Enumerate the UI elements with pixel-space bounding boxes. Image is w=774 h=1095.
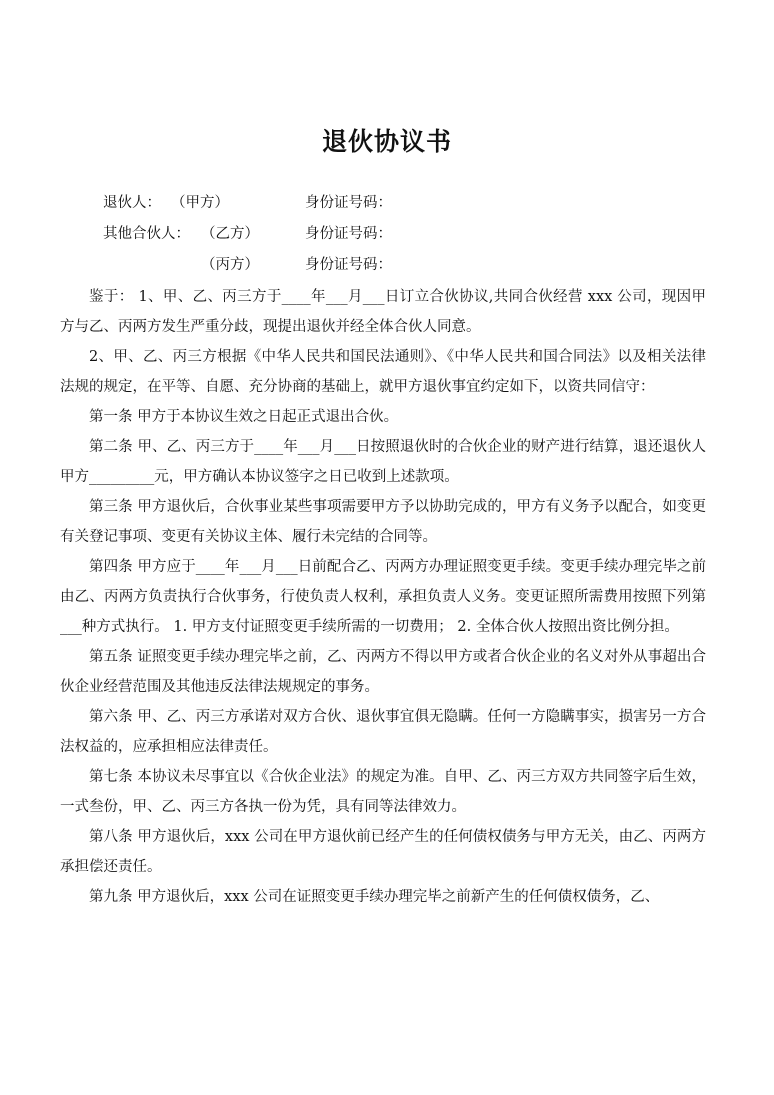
paragraph-recital-1: 鉴于： 1、甲、乙、丙三方于____年___月___日订立合伙协议,共同合伙经营 xxx 公司，现因甲方与乙、丙两方发生严重分歧，现提出退伙并经全体合伙人同意。 bbox=[60, 289, 706, 335]
article-3: 第三条 甲方退伙后，合伙事业某些事项需要甲方予以协助完成的，甲方有义务予以配合，如变更有关登记事项、变更有关协议主体、履行未完结的合同等。 bbox=[60, 499, 706, 545]
article-4: 第四条 甲方应于____年___月___日前配合乙、丙两方办理证照变更手续。变更手续办理完毕之前由乙、丙两方负责执行合伙事务，行使负责人权利，承担负责人义务。变更证照所需费用按照下列第___种方式执行。 1. 甲方支付证照变更手续所需的一切费用； 2. 全体合伙人按照出资比例分担。 bbox=[60, 559, 706, 635]
article-6: 第六条 甲、乙、丙三方承诺对双方合伙、退伙事宜俱无隐瞒。任何一方隐瞒事实，损害另一方合法权益的，应承担相应法律责任。 bbox=[60, 709, 706, 755]
article-5: 第五条 证照变更手续办理完毕之前，乙、丙两方不得以甲方或者合伙企业的名义对外从事超出合伙企业经营范围及其他违反法律法规规定的事务。 bbox=[60, 649, 706, 695]
paragraph-recital-2: 2、甲、乙、丙三方根据《中华人民共和国民法通则》、《中华人民共和国合同法》以及相关法律法规的规定，在平等、自愿、充分协商的基础上，就甲方退伙事宜约定如下，以资共同信守： bbox=[60, 349, 706, 395]
id-number-label: 身份证号码： bbox=[305, 195, 392, 211]
article-7: 第七条 本协议未尽事宜以《合伙企业法》的规定为准。自甲、乙、丙三方双方共同签字后生效，一式叁份，甲、乙、丙三方各执一份为凭，具有同等法律效力。 bbox=[60, 769, 706, 815]
id-number-label: 身份证号码： bbox=[305, 226, 392, 242]
article-2: 第二条 甲、乙、丙三方于____年___月___日按照退伙时的合伙企业的财产进行结算，退还退伙人甲方_________元，甲方确认本协议签字之日已收到上述款项。 bbox=[60, 439, 706, 485]
party-role-label: 其他合伙人： bbox=[103, 226, 190, 242]
document-title: 退伙协议书 bbox=[321, 127, 452, 156]
party-role-label: 退伙人： bbox=[103, 195, 161, 211]
party-name: （乙方） bbox=[201, 226, 259, 242]
party-name: （甲方） bbox=[171, 195, 229, 211]
party-name: （丙方） bbox=[201, 257, 259, 273]
article-1: 第一条 甲方于本协议生效之日起正式退出合伙。 bbox=[89, 409, 399, 425]
id-number-label: 身份证号码： bbox=[305, 257, 392, 273]
document-body bbox=[60, 282, 706, 912]
article-8: 第八条 甲方退伙后，xxx 公司在甲方退伙前已经产生的任何债权债务与甲方无关，由乙、丙两方承担偿还责任。 bbox=[60, 829, 706, 875]
article-9: 第九条 甲方退伙后，xxx 公司在证照变更手续办理完毕之前新产生的任何债权债务，乙、 bbox=[89, 889, 660, 905]
